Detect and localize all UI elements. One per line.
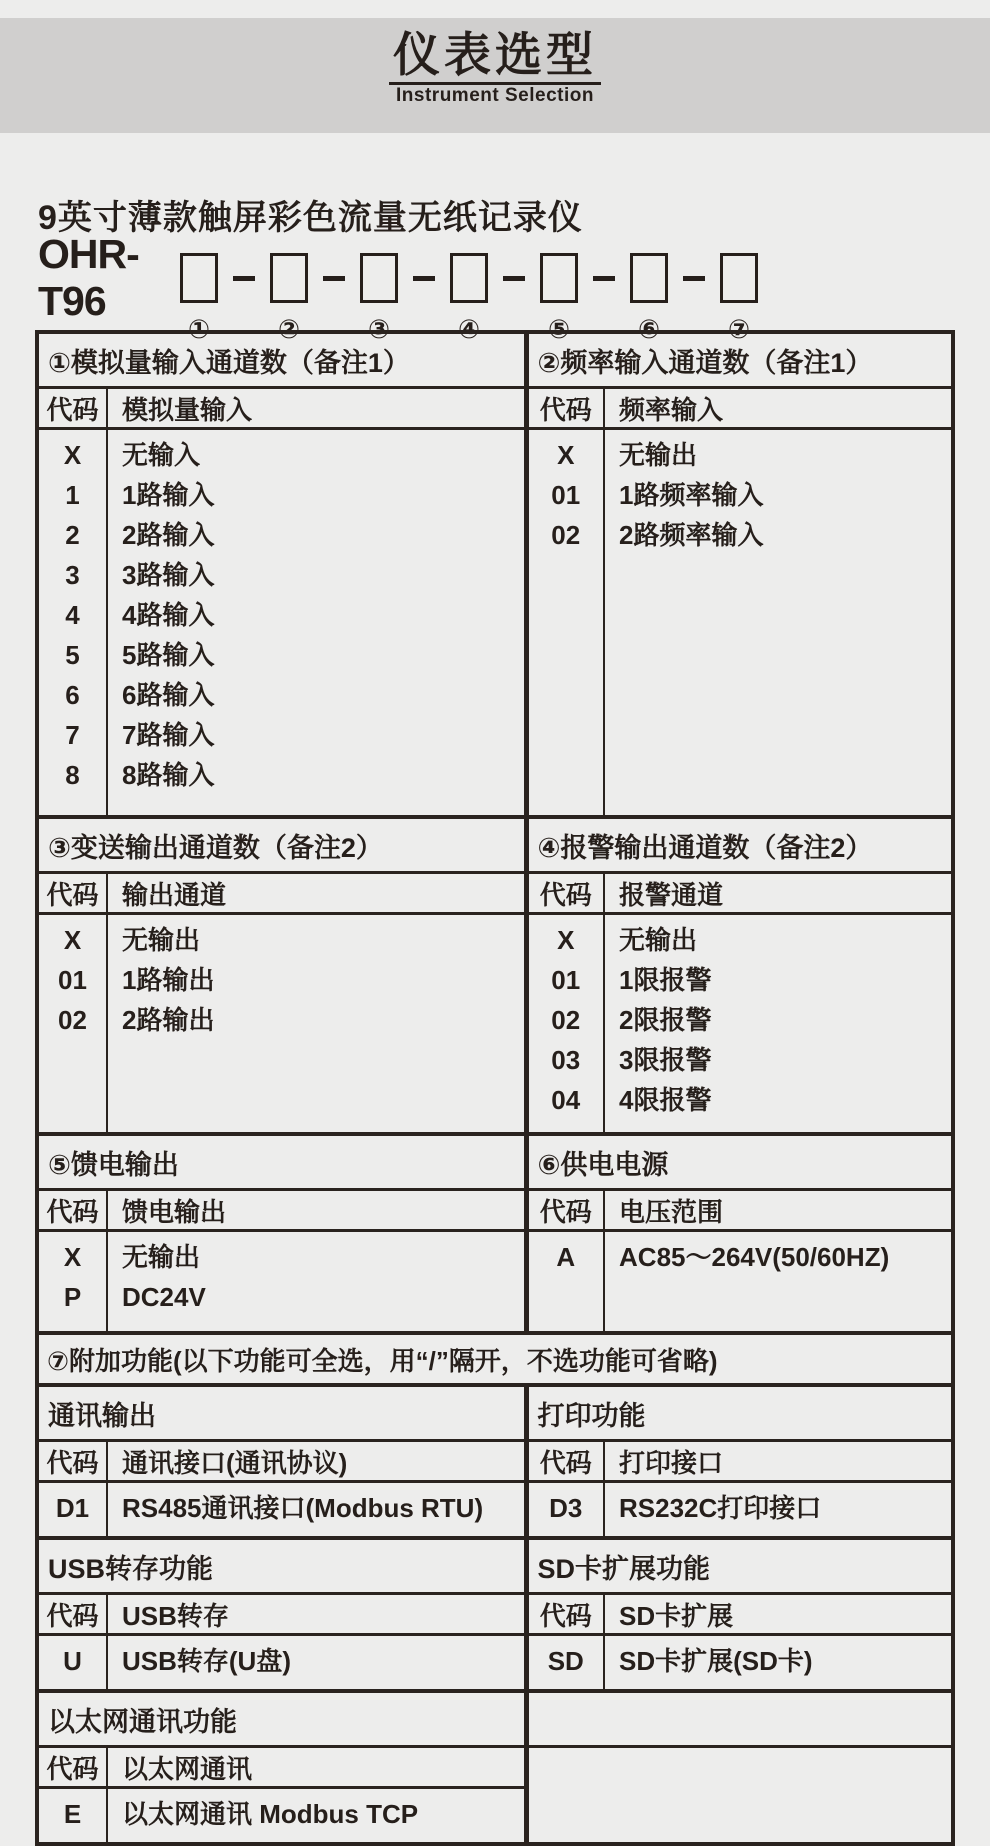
code-line: 3 [65,560,80,590]
desc-line: 无输入 [122,440,201,470]
code-line: 04 [551,1085,581,1115]
code-line: D3 [549,1493,583,1523]
segment-marker-1: ① [187,314,210,344]
segment-marker-6: ⑥ [637,314,660,344]
code-header-cell: 代码 [526,1190,604,1231]
model-segment-box [630,253,668,303]
desc-line: 1路输出 [122,965,215,995]
section-header-row [37,332,953,388]
desc-cell [604,1231,953,1334]
empty-header-cell [526,1691,953,1747]
model-segment-box [540,253,578,303]
code-cell [526,1482,604,1539]
model-segment-box [180,253,218,303]
code-cell [37,1635,107,1692]
section-header-row [37,1385,953,1441]
code-header-cell: 代码 [526,873,604,914]
code-line: X [63,1242,82,1272]
section-title-supply-power: ⑥供电电源 [526,1134,953,1190]
desc-cell [107,914,526,1135]
product-name: 9英寸薄款触屏彩色流量无纸记录仪 [38,199,583,237]
section-title-sd-function: SD卡扩展功能 [526,1538,953,1594]
code-line: 02 [551,1005,581,1035]
dash-separator [683,276,705,281]
model-prefix: OHR-T96 [38,231,139,324]
code-header-cell: 代码 [37,1190,107,1231]
code-line: 02 [58,1005,87,1035]
desc-line: 以太网通讯 Modbus TCP [122,1799,419,1829]
desc-line: 5路输入 [122,640,215,670]
desc-header-cell: 以太网通讯 [107,1747,526,1788]
section-header-row [37,1691,953,1747]
page-subtitle: Instrument Selection [396,84,594,106]
segment-marker-7: ⑦ [727,314,750,344]
model-code [38,231,810,324]
desc-line: 2路输出 [122,1005,215,1035]
section-title-alarm-output: ④报警输出通道数（备注2） [526,817,953,873]
code-line: X [63,925,82,955]
code-cell [37,914,107,1135]
desc-line: 7路输入 [122,720,215,750]
segment-marker-5: ⑤ [547,314,570,344]
desc-line: 无输出 [619,440,698,470]
desc-line: 2限报警 [619,1005,712,1035]
dash-separator [413,276,435,281]
desc-line: 3限报警 [619,1045,712,1075]
body-row [37,1635,953,1692]
desc-cell [604,1482,953,1539]
code-line: 02 [551,520,581,550]
desc-line: SD卡扩展(SD卡) [619,1646,813,1676]
desc-line: 4路输入 [122,600,215,630]
desc-header-cell: 馈电输出 [107,1190,526,1231]
segment-marker-3: ③ [367,314,390,344]
section-title-transmit-output: ③变送输出通道数（备注2） [37,817,526,873]
desc-cell [604,914,953,1135]
segment-marker-2: ② [277,314,300,344]
section-title-ethernet-function: 以太网通讯功能 [37,1691,526,1747]
dash-separator [323,276,345,281]
body-row [37,914,953,1135]
code-line: X [557,925,575,955]
desc-line: 2路输入 [122,520,215,550]
section-header-row [37,1134,953,1190]
model-segment-box [720,253,758,303]
section-title-analog-input: ①模拟量输入通道数（备注1） [37,332,526,388]
subheader-row [37,1190,953,1231]
desc-cell [107,1482,526,1539]
dash-separator [593,276,615,281]
selection-table-wrap [35,330,955,1846]
subheader-row [37,1747,953,1788]
desc-line: 4限报警 [619,1085,712,1115]
code-line: X [557,440,575,470]
desc-line: 1路输入 [122,480,215,510]
dash-separator [233,276,255,281]
body-row [37,1482,953,1539]
code-cell [526,914,604,1135]
code-line: 01 [58,965,87,995]
desc-cell [604,1635,953,1692]
desc-line: DC24V [122,1282,206,1312]
section-header-row [37,1538,953,1594]
page-header-band [0,18,990,133]
desc-line: USB转存(U盘) [122,1646,291,1676]
subheader-row [37,1594,953,1635]
desc-header-cell: 频率输入 [604,388,953,429]
section-title-frequency-input: ②频率输入通道数（备注1） [526,332,953,388]
code-header-cell: 代码 [37,873,107,914]
code-line: E [63,1799,82,1829]
code-header-cell: 代码 [37,388,107,429]
additional-functions-note-row [37,1333,953,1385]
code-header-cell: 代码 [526,1441,604,1482]
code-line: A [556,1242,576,1272]
subheader-row [37,1441,953,1482]
desc-cell [107,1635,526,1692]
section-title-print-function: 打印功能 [526,1385,953,1441]
subheader-row [37,388,953,429]
page-title: 仪表选型 [389,29,601,85]
code-header-cell: 代码 [37,1441,107,1482]
desc-line: 无输出 [122,925,201,955]
model-segment-box [450,253,488,303]
desc-header-cell: 模拟量输入 [107,388,526,429]
code-header-cell: 代码 [526,388,604,429]
desc-header-cell: 通讯接口(通讯协议) [107,1441,526,1482]
code-cell [37,1231,107,1334]
desc-line: RS485通讯接口(Modbus RTU) [122,1493,484,1523]
code-line: 03 [551,1045,581,1075]
code-line: 5 [65,640,80,670]
code-line: 4 [65,600,80,630]
code-header-cell: 代码 [37,1747,107,1788]
desc-line: 8路输入 [122,760,215,790]
selection-table [35,330,955,1846]
section-title-usb-function: USB转存功能 [37,1538,526,1594]
code-cell [37,1482,107,1539]
code-line: 2 [65,520,80,550]
model-segment-box [360,253,398,303]
desc-header-cell: USB转存 [107,1594,526,1635]
desc-line: RS232C打印接口 [619,1493,822,1523]
desc-cell [604,429,953,818]
code-line: 01 [551,965,581,995]
code-line: 01 [551,480,581,510]
code-line: X [63,440,82,470]
dash-separator [503,276,525,281]
desc-header-cell: 输出通道 [107,873,526,914]
code-line: 1 [65,480,80,510]
desc-header-cell: 电压范围 [604,1190,953,1231]
desc-line: 3路输入 [122,560,215,590]
desc-cell [107,1231,526,1334]
desc-header-cell: SD卡扩展 [604,1594,953,1635]
desc-line: 无输出 [619,925,698,955]
code-line: P [63,1282,82,1312]
desc-line: 1路频率输入 [619,480,764,510]
body-row [37,1231,953,1334]
desc-line: 无输出 [122,1242,201,1272]
code-line: 8 [65,760,80,790]
code-header-cell: 代码 [37,1594,107,1635]
code-cell [526,429,604,818]
empty-cell [526,1747,953,1845]
code-line: 7 [65,720,80,750]
code-cell [526,1231,604,1334]
subheader-row [37,873,953,914]
code-line: D1 [55,1493,90,1523]
desc-header-cell: 报警通道 [604,873,953,914]
code-line: 6 [65,680,80,710]
additional-functions-note: ⑦附加功能(以下功能可全选，用“/”隔开，不选功能可省略) [37,1333,953,1385]
code-header-cell: 代码 [526,1594,604,1635]
section-title-loop-power: ⑤馈电输出 [37,1134,526,1190]
desc-line: 1限报警 [619,965,712,995]
desc-cell [107,429,526,818]
code-line: SD [547,1646,584,1676]
desc-line: AC85～264V(50/60HZ) [619,1242,890,1272]
product-block [38,190,810,345]
section-header-row [37,817,953,873]
section-title-comm-output: 通讯输出 [37,1385,526,1441]
desc-line: 2路频率输入 [619,520,764,550]
code-cell [37,429,107,818]
segment-marker-4: ④ [457,314,480,344]
desc-header-cell: 打印接口 [604,1441,953,1482]
model-segment-box [270,253,308,303]
code-line: U [63,1646,82,1676]
desc-line: 6路输入 [122,680,215,710]
body-row [37,429,953,818]
code-cell [526,1635,604,1692]
